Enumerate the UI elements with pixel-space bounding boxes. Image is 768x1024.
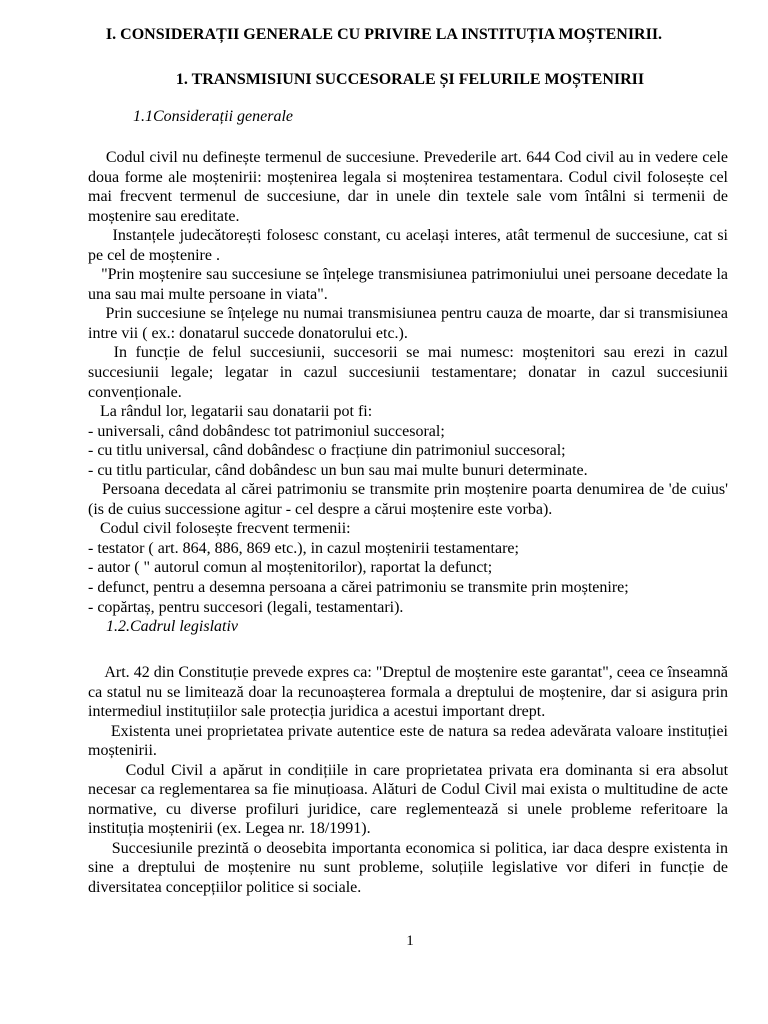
- section-legislative-body: [88, 663, 733, 898]
- paragraph: Codul civil nu definește termenul de succesiune. Prevederile art. 644 Cod civil au in vedere cele doua forme ale moștenirii: moștenirea legala si moștenirea testamentara. Codul civil folosește cel mai frecvent termenul de succesiune, dar in unele din textele sale vom întâlni si termenii de moștenire sau ereditate.: [88, 149, 733, 225]
- list-item: - testator ( art. 864, 886, 869 etc.), in cazul moștenirii testamentare;: [88, 539, 519, 557]
- list-item: - universali, când dobândesc tot patrimoniul succesoral;: [88, 422, 445, 440]
- page-number: 1: [406, 933, 414, 949]
- list-item: - cu titlu universal, când dobândesc o fracțiune din patrimoniul succesoral;: [88, 442, 566, 460]
- paragraph: In funcție de felul succesiunii, succesorii se mai numesc: moștenitori sau erezi in cazul succesiunii legale; legatar in cazul succesiunii testamentare; donatar in cazul succesiunii convenționale.: [88, 344, 732, 401]
- section-title: 1. TRANSMISIUNI SUCCESORALE ȘI FELURILE MOȘTENIRII: [175, 71, 645, 88]
- paragraph: Prin succesiune se înțelege nu numai transmisiunea pentru cauza de moarte, dar si transmisiunea intre vii ( ex.: donatarul succede donatorului etc.).: [88, 305, 733, 342]
- paragraph: Codul civil folosește frecvent termenii:: [88, 520, 351, 538]
- paragraph: "Prin moștenire sau succesiune se înțelege transmisiunea patrimoniului unei persoane decedate la una sau mai multe persoane in viata".: [88, 266, 732, 303]
- paragraph: Succesiunile prezintă o deosebita importanta economica si politica, iar daca despre existenta in sine a dreptului de moștenire nu sunt probleme, soluțiile legislative vor diferi in funcție de diversitatea concepțiilor politice si sociale.: [88, 839, 733, 897]
- paragraph: Instanțele judecătorești folosesc constant, cu același interes, atât termenul de succesiune, cat si pe cel de moștenire .: [88, 227, 732, 264]
- list-item: - autor ( " autorul comun al moștenitorilor), raportat la defunct;: [88, 559, 493, 577]
- paragraph: La rândul lor, legatarii sau donatarii pot fi:: [88, 403, 373, 421]
- paragraph: Art. 42 din Constituție prevede expres ca: "Dreptul de moștenire este garantat", ceea ce înseamnă ca statul nu se limitează doar la recunoașterea formala a dreptului de moștenire, dar si asigura prin intermediul instituțiilor sale protecția juridica a acestui important drept.: [88, 664, 732, 721]
- section-general-body: [88, 148, 733, 637]
- paragraph: Existenta unei proprietatea private autentice este de natura sa redea adevărata valoare instituției moștenirii.: [88, 722, 733, 760]
- main-title: I. CONSIDERAȚII GENERALE CU PRIVIRE LA INSTITUȚIA MOȘTENIRII.: [105, 26, 663, 43]
- paragraph: Codul Civil a apărut in condițiile in care proprietatea privata era dominanta si era absolut necesar ca reglementarea sa fie minuțioasa. Alături de Codul Civil mai exista o multitudine de acte normative, cu diverse profiluri juridice, care reglementează si unele probleme referitoare la instituția moștenirii (ex. Legea nr. 18/1991).: [88, 761, 733, 838]
- list-item: - defunct, pentru a desemna persoana a cărei patrimoniu se transmite prin moștenire;: [88, 579, 629, 597]
- subsection-title-legislative: 1.2.Cadrul legislativ: [106, 618, 238, 636]
- list-item: - cu titlu particular, când dobândesc un bun sau mai multe bunuri determinate.: [88, 461, 588, 479]
- list-item: - copărtaș, pentru succesori (legali, testamentari).: [88, 598, 404, 616]
- paragraph: Persoana decedata al cărei patrimoniu se transmite prin moștenire poarta denumirea de 'de cuius' (is de cuius successione agitur - cel despre a cărui moștenire este vorba).: [88, 481, 732, 518]
- subsection-title-general: 1.1Considerații generale: [133, 108, 293, 125]
